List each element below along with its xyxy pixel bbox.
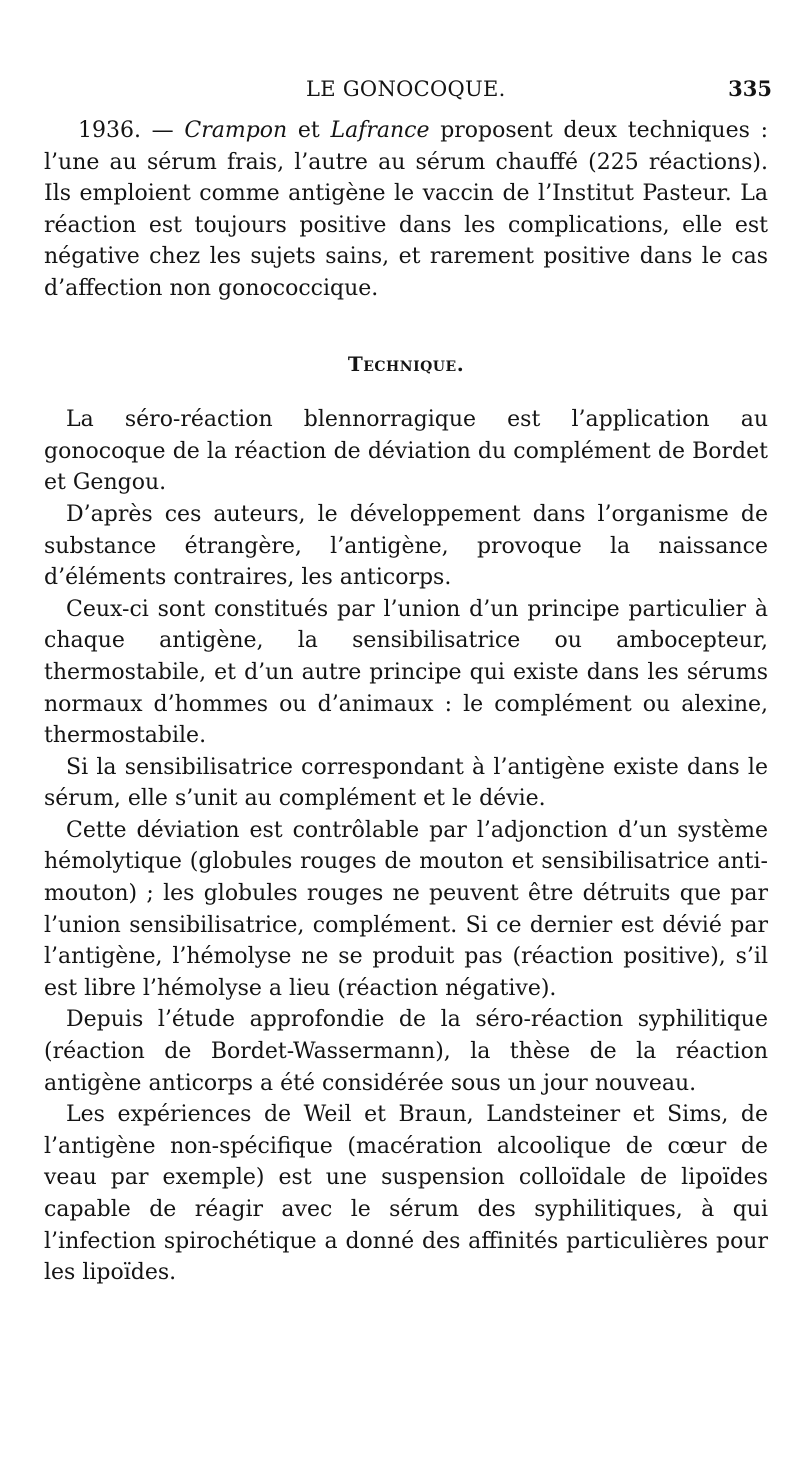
intro-text: proposent deux techniques : l’une au sérum frais, l’autre au sérum chauffé (225 réactions). Ils emploient comme antigène le vaccin de l’Institut Pasteur. La réaction est toujours positive dans les complications, elle est négative chez les sujets sains, et rarement positive dans le cas d’affection non gonococcique. (44, 118, 768, 301)
paragraph-antibodies: D’après ces auteurs, le développement dans l’organisme de substance étrangère, l’antigène, provoque la naissance d’éléments contraires, les anticorps. (44, 501, 768, 591)
intro-dash: — (140, 118, 185, 143)
paragraph-syphilis: Depuis l’étude approfondie de la séro-réaction syphilitique (réaction de Bordet-Wassermann), la thèse de la réaction antigène anticorps a été considérée sous un jour nouveau. (44, 1007, 768, 1096)
intro-paragraph (44, 115, 768, 305)
page-number: 335 (728, 76, 772, 101)
paragraph-definition: La séro-réaction blennorragique est l’application au gonocoque de la réaction de déviation du complément de Bordet et Gengou. (44, 407, 768, 496)
running-title: LE GONOCOQUE. (306, 77, 506, 101)
author-lafrance: Lafrance (330, 118, 430, 143)
intro-year: 1936. (78, 118, 141, 143)
section-heading: Technique. (347, 351, 465, 376)
page-body (44, 115, 768, 1289)
running-header (40, 74, 772, 104)
paragraph-complement: Ceux-ci sont constitués par l’union d’un principe particulier à chaque antigène, la sensibilisatrice ou ambocepteur, thermostabile, et d’un autre principe qui existe dans les sérums normaux d’hommes ou d’animaux : le complément ou alexine, thermostabile. (44, 596, 768, 749)
intro-conjunction: et (287, 118, 331, 143)
author-crampon: Crampon (184, 118, 288, 143)
paragraph-experiments: Les expériences de Weil et Braun, Landsteiner et Sims, de l’antigène non-spécifique (macération alcoolique de cœur de veau par exemple) est une suspension colloïdale de lipoïdes capable de réagir avec le sérum des syphilitiques, à qui l’infection spirochétique a donné des affinités particulières pour les lipoïdes. (44, 1102, 768, 1286)
paragraph-sensibilisatrice: Si la sensibilisatrice correspondant à l’antigène existe dans le sérum, elle s’unit au complément et le dévie. (44, 754, 768, 812)
paragraph-hemolysis: Cette déviation est contrôlable par l’adjonction d’un système hémolytique (globules rouges de mouton et sensibilisatrice anti-mouton) ; les globules rouges ne peuvent être détruits que par l’union sensibilisatrice, complément. Si ce dernier est dévié par l’antigène, l’hémolyse ne se produit pas (réaction positive), s’il est libre l’hémolyse a lieu (réaction négative). (44, 817, 768, 1001)
